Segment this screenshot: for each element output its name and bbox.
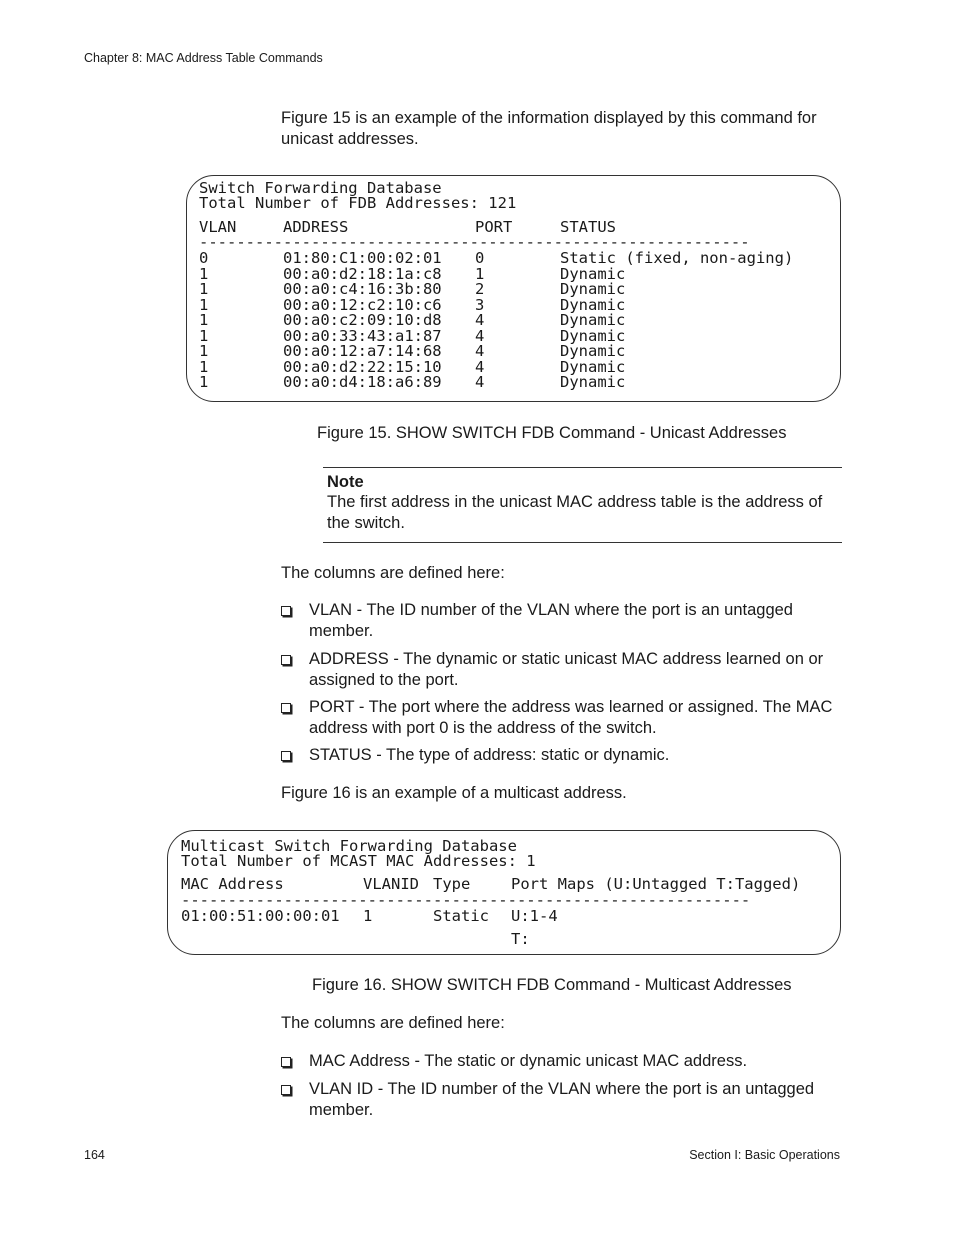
fig15-cell-port: 4: [475, 326, 485, 345]
intro-paragraph: Figure 15 is an example of the information displayed by this command for unicast addresses.: [281, 109, 817, 148]
fig15-cell-vlan: 1: [199, 264, 209, 283]
fig15-cell-status: Dynamic: [560, 326, 626, 345]
fig15-cell-port: 4: [475, 311, 485, 329]
fig15-cell-address: 01:80:C1:00:02:01: [283, 249, 442, 267]
fig15-total-line: Total Number of FDB Addresses: 121: [199, 194, 517, 212]
fig16-col-portmaps: Port Maps (U:Untagged T:Tagged): [511, 875, 801, 893]
figure-16-caption: Figure 16. SHOW SWITCH FDB Command - Multicast Addresses: [312, 976, 792, 994]
checkbox-bullet-icon: [281, 1057, 291, 1067]
fig16-cell-vlanid: 1: [363, 907, 373, 925]
fig15-cell-status: Static (fixed, non-aging): [560, 249, 794, 267]
fig15-cell-port: 4: [475, 373, 485, 391]
fig15-cell-port: 3: [475, 295, 485, 314]
checkbox-bullet-icon: [281, 655, 291, 665]
fig16-cell-type: Static: [433, 907, 489, 925]
running-header: Chapter 8: MAC Address Table Commands: [84, 51, 323, 65]
fig16-separator: -------------------------------------------------------------: [181, 891, 751, 909]
figure-16-intro: Figure 16 is an example of a multicast address.: [281, 784, 627, 802]
fig15-cell-port: 2: [475, 280, 485, 298]
fig15-title-line: Switch Forwarding Database: [199, 179, 442, 197]
fig15-cell-vlan: 0: [199, 249, 209, 267]
fig15-cell-vlan: 1: [199, 373, 209, 391]
fig15-col-vlan: VLAN: [199, 218, 237, 236]
fig16-cell-mac: 01:00:51:00:00:01: [181, 907, 340, 925]
fig15-cell-address: 00:a0:c2:09:10:d8: [283, 311, 442, 329]
fig15-cell-port: 1: [475, 264, 485, 283]
columns-intro-1: The columns are defined here:: [281, 564, 505, 582]
fig15-cell-address: 00:a0:33:43:a1:87: [283, 326, 442, 345]
fig15-cell-address: 00:a0:d4:18:a6:89: [283, 373, 442, 391]
fig15-cell-address: 00:a0:d2:22:15:10: [283, 357, 442, 376]
fig16-cell-portmap-untagged: U:1-4: [511, 907, 558, 925]
columns-intro-2: The columns are defined here:: [281, 1014, 505, 1032]
fig15-col-address: ADDRESS: [283, 218, 349, 236]
fig15-cell-vlan: 1: [199, 311, 209, 329]
page-number: 164: [84, 1148, 105, 1162]
fig15-cell-port: 4: [475, 357, 485, 376]
fig16-col-mac: MAC Address: [181, 875, 284, 893]
running-footer-section: Section I: Basic Operations: [689, 1148, 840, 1162]
note-title: Note: [327, 473, 364, 491]
checkbox-bullet-icon: [281, 751, 291, 761]
fig16-title-line: Multicast Switch Forwarding Database: [181, 837, 517, 855]
list-item-text: PORT - The port where the address was learned or assigned. The MAC address with port 0 is the address of the switch.: [309, 698, 833, 737]
fig15-cell-vlan: 1: [199, 280, 209, 298]
fig15-cell-vlan: 1: [199, 342, 209, 360]
checkbox-bullet-icon: [281, 606, 291, 616]
fig15-cell-vlan: 1: [199, 326, 209, 345]
list-item-text: STATUS - The type of address: static or dynamic.: [309, 746, 670, 764]
fig15-cell-port: 0: [475, 249, 485, 267]
fig16-col-vlanid: VLANID: [363, 875, 419, 893]
fig15-cell-address: 00:a0:d2:18:1a:c8: [283, 264, 442, 283]
list-item-text: ADDRESS - The dynamic or static unicast MAC address learned on or assigned to the port.: [309, 650, 824, 689]
fig15-cell-status: Dynamic: [560, 373, 626, 391]
fig15-col-status: STATUS: [560, 218, 616, 236]
fig15-cell-status: Dynamic: [560, 280, 626, 298]
fig15-cell-address: 00:a0:12:a7:14:68: [283, 342, 442, 360]
fig15-cell-status: Dynamic: [560, 357, 626, 376]
fig15-cell-status: Dynamic: [560, 311, 626, 329]
checkbox-bullet-icon: [281, 703, 291, 713]
fig15-cell-status: Dynamic: [560, 295, 626, 314]
note-top-rule: [323, 467, 842, 468]
fig15-cell-status: Dynamic: [560, 264, 626, 283]
fig15-cell-vlan: 1: [199, 357, 209, 376]
fig15-cell-vlan: 1: [199, 295, 209, 314]
fig15-separator: -----------------------------------------------------------: [199, 233, 750, 251]
fig15-col-port: PORT: [475, 218, 513, 236]
list-item-text: VLAN - The ID number of the VLAN where the port is an untagged member.: [309, 601, 793, 640]
fig15-cell-status: Dynamic: [560, 342, 626, 360]
fig16-col-type: Type: [433, 875, 471, 893]
fig15-cell-address: 00:a0:12:c2:10:c6: [283, 295, 442, 314]
note-bottom-rule: [323, 542, 842, 543]
list-item-text: VLAN ID - The ID number of the VLAN where the port is an untagged member.: [309, 1080, 815, 1119]
figure-15-caption: Figure 15. SHOW SWITCH FDB Command - Unicast Addresses: [317, 424, 787, 442]
checkbox-bullet-icon: [281, 1085, 291, 1095]
fig16-cell-portmap-tagged: T:: [511, 930, 530, 948]
fig15-cell-port: 4: [475, 342, 485, 360]
fig16-total-line: Total Number of MCAST MAC Addresses: 1: [181, 852, 536, 870]
fig15-cell-address: 00:a0:c4:16:3b:80: [283, 280, 442, 298]
list-item-text: MAC Address - The static or dynamic unicast MAC address.: [309, 1052, 748, 1070]
note-text: The first address in the unicast MAC address table is the address of the switch.: [327, 493, 823, 532]
